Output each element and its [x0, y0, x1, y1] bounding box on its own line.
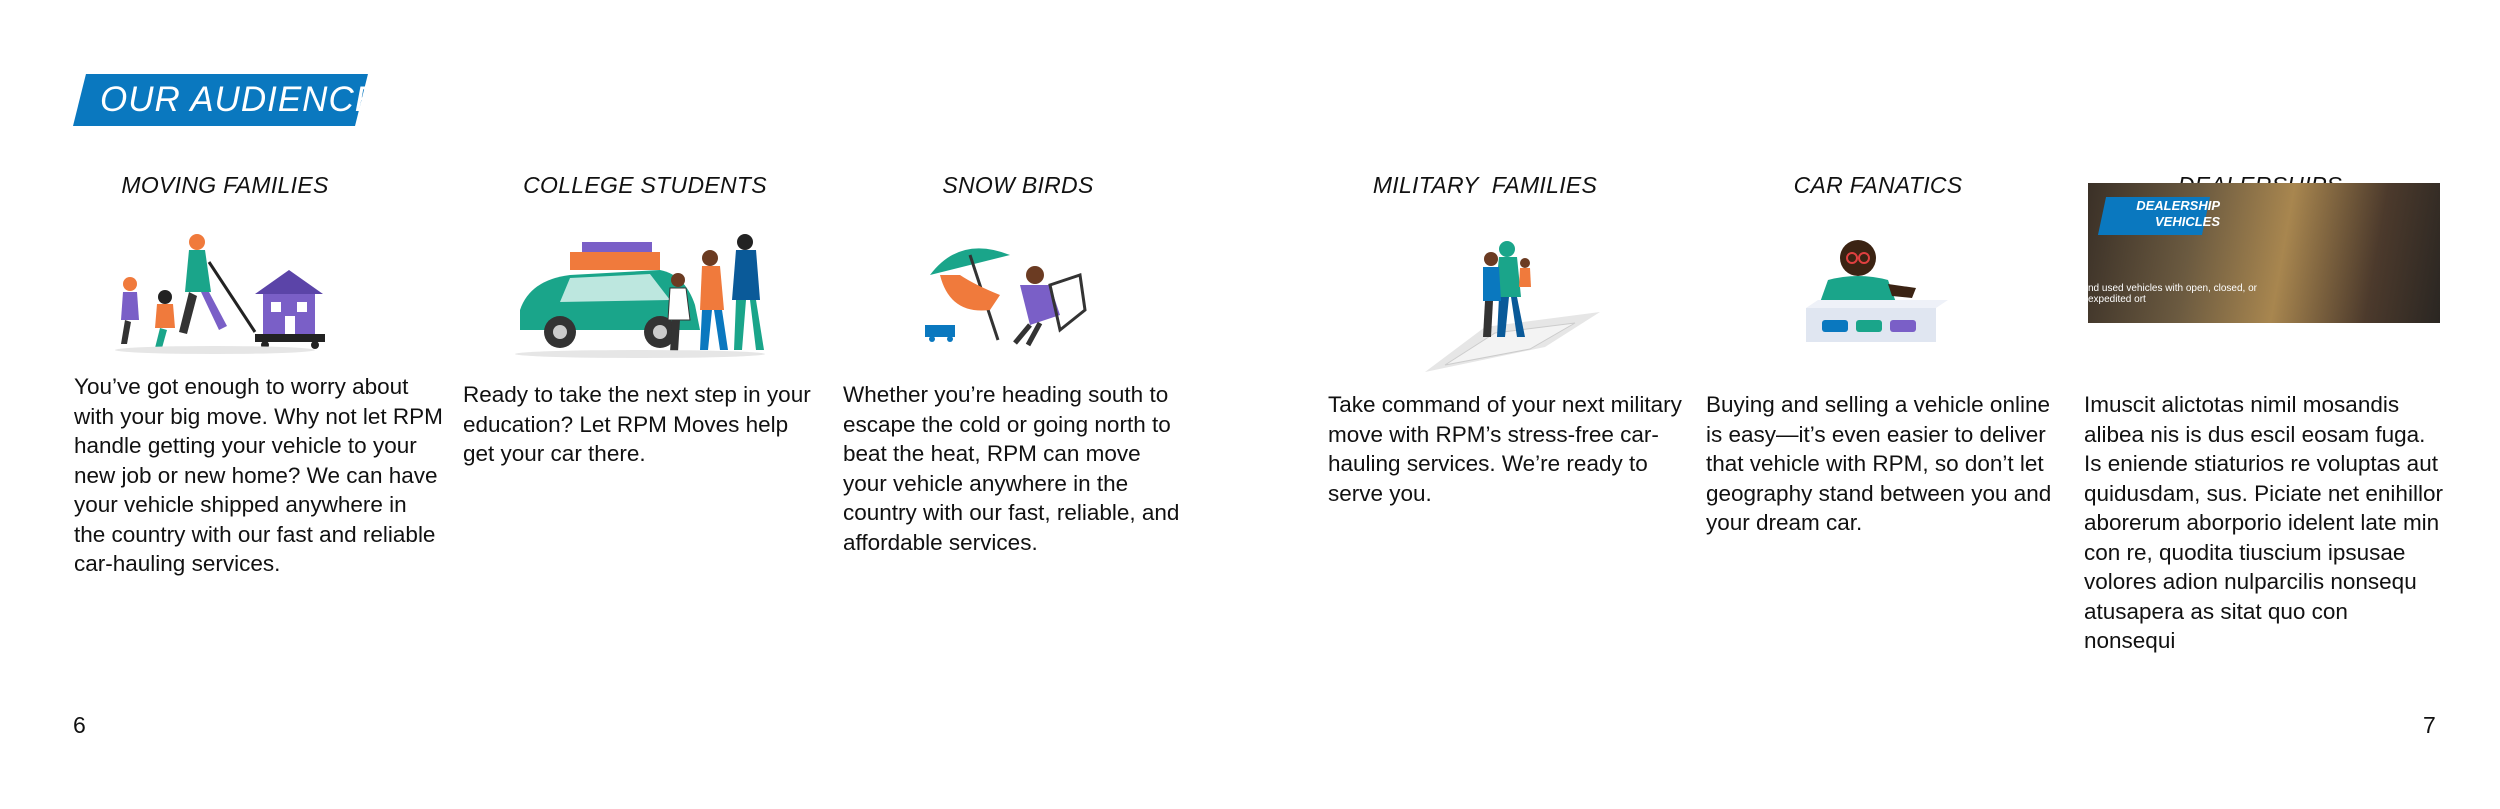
beach-chair-umbrella-icon: [920, 235, 1090, 350]
column-body-moving-families: You’ve got enough to worry about with your big move. Why not let RPM handle getting your vehicle to your new job or new home? We can have your vehicle shipped anywhere in the country with our fast and reliable car-hauling services.: [74, 374, 443, 576]
column-title-snow-birds: SNOW BIRDS: [942, 172, 1094, 198]
column-title-car-fanatics: CAR FANATICS: [1793, 172, 1963, 198]
students-car-icon: [510, 230, 780, 360]
dealership-photo: [2088, 183, 2440, 323]
military-family-map-icon: [1425, 237, 1600, 377]
column-body-dealerships: Imuscit alictotas nimil mosandis alibea nis is dus escil eosam fuga. Is eniende stiaturios re voluptas aut quidusdam, sus. Piciate net enihillor aborerum aborporio idelent late min con re, quodita tiuscium ipsusae volores adion nulparcilis nonsequ atusapera as sitat quo con nonsequi: [2084, 392, 2443, 653]
column-body-snow-birds: Whether you’re heading south to escape the cold or going north to beat the heat, RPM can move your vehicle anywhere in the country with our fast, reliable, and affordable services.: [843, 382, 1180, 555]
man-toy-cars-icon: [1788, 236, 1958, 351]
column-body-college-students: Ready to take the next step in your education? Let RPM Moves help get your car there.: [463, 382, 811, 466]
page-number-right: 7: [2423, 712, 2436, 738]
column-title-moving-families: MOVING FAMILIES: [121, 172, 329, 198]
section-title: OUR AUDIENCE: [100, 80, 380, 119]
dealership-photo-caption: nd used vehicles with open, closed, or expedited ort: [2088, 283, 2257, 305]
page-number-left: 6: [73, 712, 86, 738]
column-body-military-families: Take command of your next military move with RPM’s stress-free car-hauling services. We’re ready to serve you.: [1328, 392, 1682, 506]
column-title-college-students: COLLEGE STUDENTS: [523, 172, 767, 198]
dealership-tag-text: DEALERSHIP VEHICLES: [2136, 198, 2220, 229]
column-body-car-fanatics: Buying and selling a vehicle online is easy—it’s even easier to deliver that vehicle with RPM, so don’t let geography stand between you and your dream car.: [1706, 392, 2052, 535]
column-title-military-families: MILITARY FAMILIES: [1372, 172, 1598, 198]
family-moving-house-icon: [105, 222, 355, 357]
